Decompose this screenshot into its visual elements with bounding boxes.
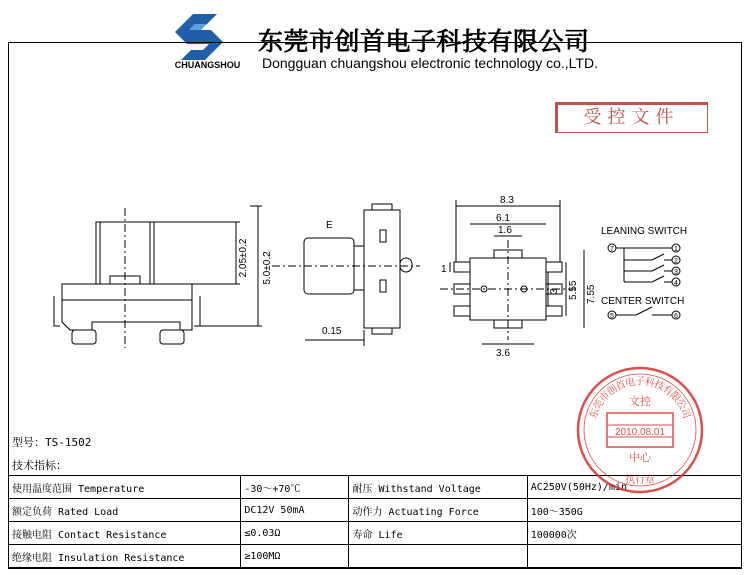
spec-label: 动作力 Actuating Force bbox=[349, 499, 527, 522]
spec-value: 100～350G bbox=[527, 499, 741, 522]
model-label: 型号：TS-1502 bbox=[12, 436, 92, 449]
spec-label: 使用温度范围 Temperature bbox=[9, 476, 241, 499]
seal-ring-char: 限 bbox=[667, 389, 683, 405]
dim-top-1: 1 bbox=[441, 264, 447, 275]
dim-top-36: 3.6 bbox=[496, 348, 510, 359]
spec-value: DC12V 50mA bbox=[241, 499, 349, 522]
svg-text:6: 6 bbox=[674, 313, 678, 320]
spec-value: ≥100MΩ bbox=[241, 545, 349, 568]
company-name-en: Dongguan chuangshou electronic technology co.,LTD. bbox=[262, 55, 598, 71]
leaning-switch-title: LEANING SWITCH bbox=[601, 226, 688, 237]
spec-value: ≤0.03Ω bbox=[241, 522, 349, 545]
svg-text:执行章: 执行章 bbox=[625, 475, 655, 486]
svg-text:1: 1 bbox=[674, 246, 678, 253]
spec-label: 额定负荷 Rated Load bbox=[9, 499, 241, 522]
table-row bbox=[9, 499, 742, 522]
company-name-cn: 东莞市创首电子科技有限公司 bbox=[258, 27, 590, 56]
svg-text:2010.08.01: 2010.08.01 bbox=[614, 427, 666, 438]
svg-text:中心: 中心 bbox=[629, 452, 651, 464]
controlled-document-label: 受控文件 bbox=[583, 107, 680, 128]
svg-text:7: 7 bbox=[610, 246, 614, 253]
dim-top-83: 8.3 bbox=[500, 195, 514, 206]
spec-title: 技术指标： bbox=[12, 459, 67, 472]
dim-side-height-2: 5.0±0.2 bbox=[262, 251, 273, 285]
dim-top-61: 6.1 bbox=[496, 213, 510, 224]
seal-ring-char: 科 bbox=[643, 376, 656, 390]
dim-top-755: 7.55 bbox=[586, 284, 597, 304]
side-view bbox=[54, 206, 262, 348]
table-row bbox=[9, 545, 742, 568]
seal-ring-char: 有 bbox=[660, 383, 675, 399]
seal-ring-char: 司 bbox=[678, 407, 692, 421]
dim-top-555: 5.55 bbox=[568, 280, 579, 300]
seal-ring-char: 首 bbox=[614, 378, 628, 394]
svg-text:文控: 文控 bbox=[629, 396, 651, 408]
svg-text:2: 2 bbox=[674, 258, 678, 265]
spec-value: 100000次 bbox=[527, 522, 741, 545]
spec-label: 耐压 Withstand Voltage bbox=[349, 476, 527, 499]
seal-ring-char: 公 bbox=[673, 397, 689, 413]
table-row bbox=[9, 522, 742, 545]
spec-label bbox=[349, 545, 527, 568]
spec-value: -30～+70℃ bbox=[241, 476, 349, 499]
spec-value: AC250V(50Hz)/min bbox=[527, 476, 741, 499]
company-seal bbox=[575, 365, 705, 495]
spec-value bbox=[527, 545, 741, 568]
seal-ring-char: 市 bbox=[597, 389, 613, 405]
switch-schematic bbox=[608, 244, 680, 319]
top-view bbox=[440, 200, 584, 344]
spec-label: 寿命 Life bbox=[349, 522, 527, 545]
svg-text:5: 5 bbox=[610, 313, 614, 320]
seal-ring-char: 东 bbox=[588, 407, 602, 421]
svg-text:3: 3 bbox=[674, 269, 678, 276]
spec-label: 绝缘电阻 Insulation Resistance bbox=[9, 545, 241, 568]
dim-side-height-1: 2.05±0.2 bbox=[238, 238, 249, 278]
seal-ring-char: 创 bbox=[605, 383, 620, 399]
center-switch-title: CENTER SWITCH bbox=[601, 296, 685, 307]
dim-front-offset: 0.15 bbox=[322, 326, 342, 337]
logo-text: CHUANGSHOU bbox=[174, 60, 241, 70]
seal-ring-char: 技 bbox=[652, 378, 666, 394]
seal-ring-char: 莞 bbox=[591, 397, 607, 413]
spec-label: 接触电阻 Contact Resistance bbox=[9, 522, 241, 545]
dim-top-16: 1.6 bbox=[498, 225, 512, 236]
svg-text:4: 4 bbox=[674, 280, 678, 287]
front-view bbox=[272, 204, 420, 346]
seal-ring-char: 电 bbox=[624, 376, 637, 390]
dim-front-e: E bbox=[326, 220, 333, 231]
dim-top-3: 3 bbox=[549, 288, 560, 294]
seal-ring-char: 子 bbox=[635, 376, 645, 388]
